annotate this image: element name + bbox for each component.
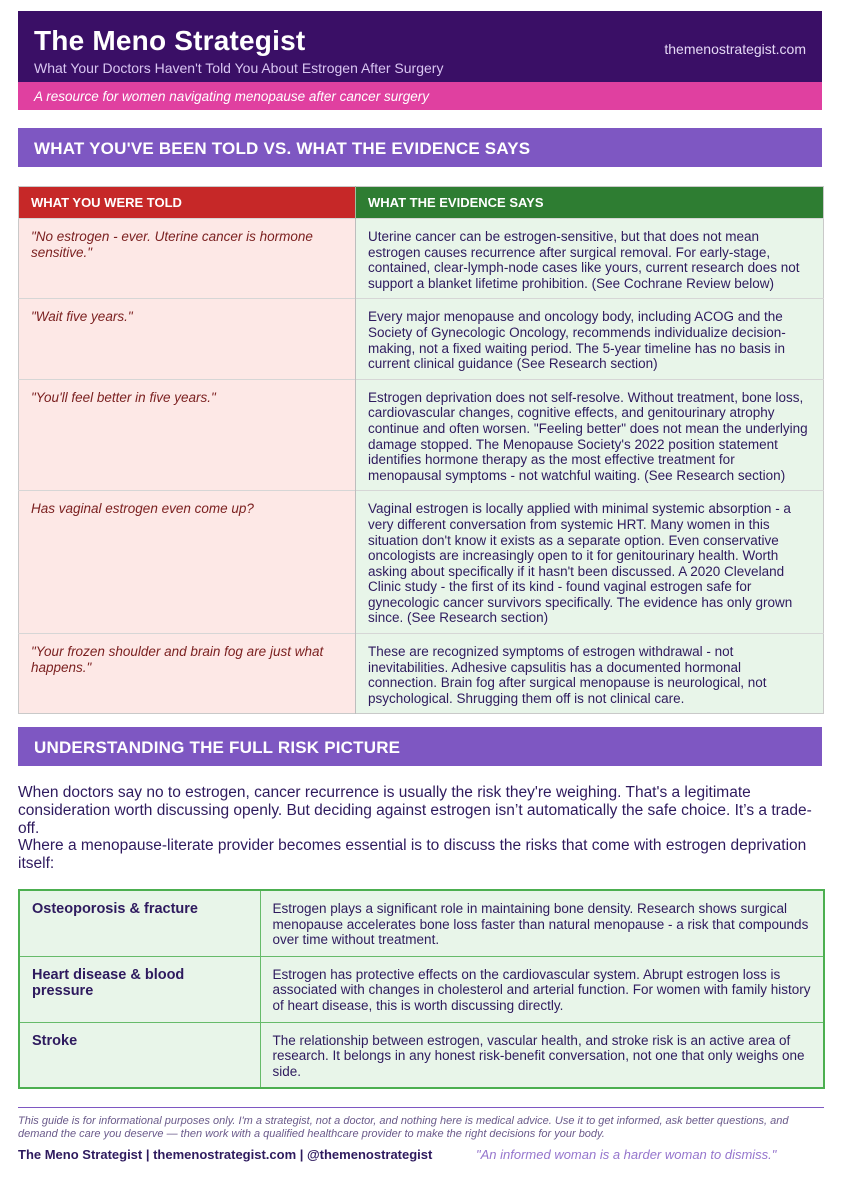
- told-cell: "You'll feel better in five years.": [19, 379, 356, 491]
- section-heading-risk: [18, 727, 822, 766]
- table-row: [19, 219, 824, 299]
- comparison-table: [18, 186, 824, 714]
- comparison-header-row: [19, 187, 824, 219]
- evidence-cell: Every major menopause and oncology body, including ACOG and the Society of Gynecologic Oncology, recommends individualize decision-making, not a fixed waiting period. The 5-year timeline has no basis in current clinical guidance (See Research section): [356, 299, 824, 379]
- footer-tagline: "An informed woman is a harder woman to dismiss.": [476, 1147, 777, 1162]
- website-link[interactable]: themenostrategist.com: [664, 41, 806, 57]
- risk-description: Estrogen plays a significant role in maintaining bone density. Research shows surgical menopause accelerates bone loss faster than natural menopause - a risk that compounds over time without treatment.: [260, 890, 824, 956]
- intro-paragraph: When doctors say no to estrogen, cancer recurrence is usually the risk they're weighing. That's a legitimate consideration worth discussing openly. But deciding against estrogen isn’t automatically the safe choice. It’s a trade-off.: [18, 784, 812, 837]
- brand-title: The Meno Strategist: [34, 25, 306, 56]
- disclaimer-text: This guide is for informational purposes only. I'm a strategist, not a doctor, and nothing here is medical advice. Use it to get informed, ask better questions, and demand the care you deserve — then work with a qualified healthcare provider to make the right decisions for your body.: [18, 1115, 789, 1140]
- told-cell: "No estrogen - ever. Uterine cancer is hormone sensitive.": [19, 219, 356, 299]
- evidence-cell: Estrogen deprivation does not self-resolve. Without treatment, bone loss, cardiovascular changes, cognitive effects, and genitourinary atrophy continue and often worsen. "Feeling better" does not mean the underlying damage stopped. The Menopause Society's 2022 position statement identifies hormone therapy as the most effective treatment for menopausal symptoms - not watchful waiting. (See Research section): [356, 379, 824, 491]
- risk-name: Stroke: [19, 1022, 260, 1088]
- section-heading-comparison: [18, 128, 822, 167]
- banner-text: A resource for women navigating menopause after cancer surgery: [34, 89, 429, 104]
- risk-description: Estrogen has protective effects on the cardiovascular system. Abrupt estrogen loss is associated with changes in cholesterol and arterial function. For women with family history of heart disease, this is worth discussing directly.: [260, 956, 824, 1022]
- column-header-evidence: WHAT THE EVIDENCE SAYS: [356, 187, 824, 219]
- told-cell: "Wait five years.": [19, 299, 356, 379]
- footer-credits: The Meno Strategist | themenostrategist.com | @themenostrategist: [18, 1147, 433, 1162]
- table-row: [19, 890, 824, 956]
- table-row: [19, 299, 824, 379]
- table-row: [19, 956, 824, 1022]
- told-cell: Has vaginal estrogen even come up?: [19, 491, 356, 634]
- column-header-told: WHAT YOU WERE TOLD: [19, 187, 356, 219]
- evidence-cell: These are recognized symptoms of estrogen withdrawal - not inevitabilities. Adhesive capsulitis has a documented hormonal connection. Brain fog after surgical menopause is neurological, not psychological. Shrugging them off is not clinical care.: [356, 634, 824, 714]
- resource-banner: [18, 82, 822, 110]
- risk-name: Heart disease & blood pressure: [19, 956, 260, 1022]
- evidence-cell: Uterine cancer can be estrogen-sensitive, but that does not mean estrogen causes recurrence after surgical removal. For early-stage, contained, clear-lymph-node cases like yours, current research does not support a blanket lifetime prohibition. (See Cochrane Review below): [356, 219, 824, 299]
- section-heading-text: UNDERSTANDING THE FULL RISK PICTURE: [34, 738, 401, 757]
- page-header: [18, 11, 822, 82]
- risk-table: [18, 889, 825, 1089]
- brand-subtitle: What Your Doctors Haven't Told You About Estrogen After Surgery: [34, 60, 444, 76]
- provider-paragraph: Where a menopause-literate provider becomes essential is to discuss the risks that come with estrogen deprivation itself:: [18, 837, 807, 872]
- section-heading-text: WHAT YOU'VE BEEN TOLD VS. WHAT THE EVIDENCE SAYS: [34, 139, 531, 158]
- footer-divider: [18, 1107, 824, 1108]
- table-row: [19, 1022, 824, 1088]
- table-row: [19, 379, 824, 491]
- told-cell: "Your frozen shoulder and brain fog are just what happens.": [19, 634, 356, 714]
- table-row: [19, 491, 824, 634]
- risk-description: The relationship between estrogen, vascular health, and stroke risk is an active area of research. It belongs in any honest risk-benefit conversation, not one that only weighs one side.: [260, 1022, 824, 1088]
- risk-name: Osteoporosis & fracture: [19, 890, 260, 956]
- evidence-cell: Vaginal estrogen is locally applied with minimal systemic absorption - a very different conversation from systemic HRT. Many women in this situation don't know it exists as a separate option. Even conservative oncologists are increasingly open to it for genitourinary health. Worth asking about specifically if it hasn't been discussed. A 2020 Cleveland Clinic study - the first of its kind - found vaginal estrogen safe for gynecologic cancer survivors specifically. The evidence has only grown since. (See Research section): [356, 491, 824, 634]
- table-row: [19, 634, 824, 714]
